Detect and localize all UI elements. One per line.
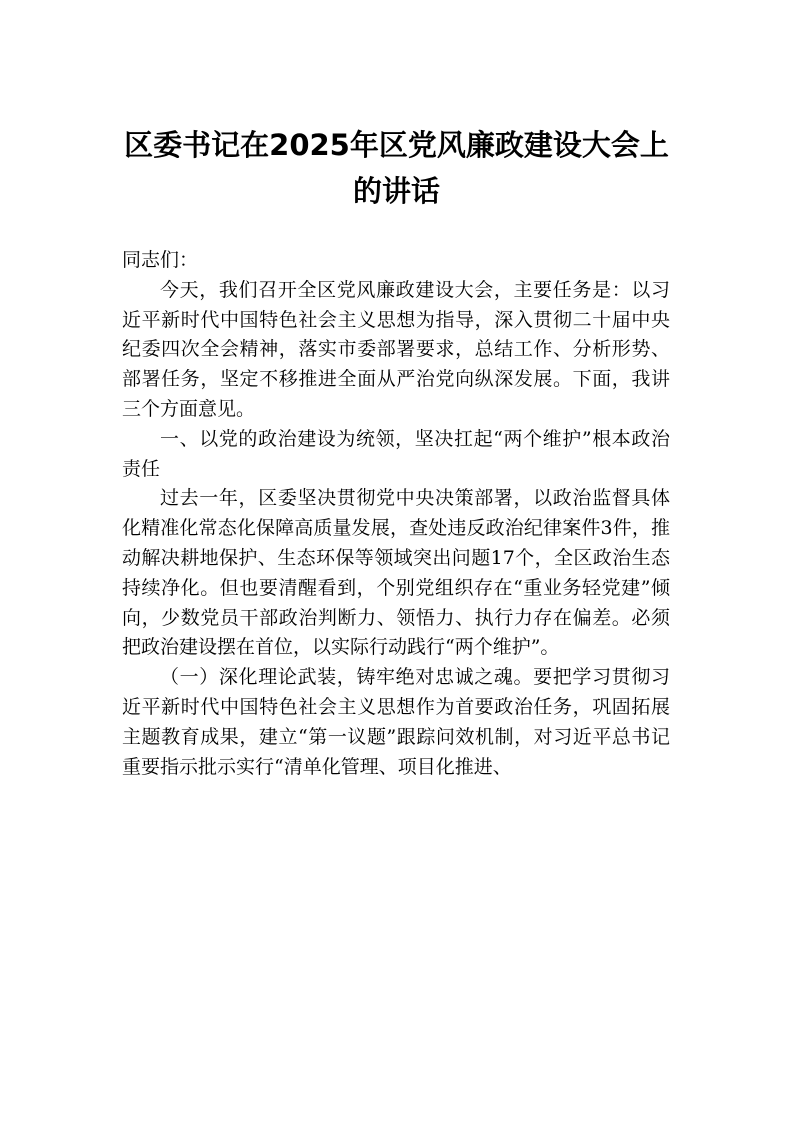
- section-heading-1: 一、以党的政治建设为统领，坚决扛起“两个维护”根本政治责任: [122, 427, 670, 480]
- paragraph-intro: 今天，我们召开全区党风廉政建设大会，主要任务是：以习近平新时代中国特色社会主义思想为指导，深入贯彻二十届中央纪委四次全会精神，落实市委部署要求，总结工作、分析形势、部署任务，坚定不移推进全面从严治党向纵深发展。下面，我讲三个方面意见。: [122, 278, 670, 420]
- document-title: 区委书记在2025年区党风廉政建设大会上的讲话: [124, 128, 669, 208]
- paragraph-review: 过去一年，区委坚决贯彻党中央决策部署，以政治监督具体化精准化常态化保障高质量发展，查处违反政治纪律案件3件，推动解决耕地保护、生态环保等领域突出问题17个，全区政治生态持续净化。但也要清醒看到，个别党组织存在“重业务轻党建”倾向，少数党员干部政治判断力、领悟力、执行力存在偏差。必须把政治建设摆在首位，以实际行动践行“两个维护”。: [122, 487, 670, 659]
- paragraph-subsection-1: （一）深化理论武装，铸牢绝对忠诚之魂。要把学习贯彻习近平新时代中国特色社会主义思想作为首要政治任务，巩固拓展主题教育成果，建立“第一议题”跟踪问效机制，对习近平总书记重要指示批示实行“清单化管理、项目化推进、: [122, 666, 670, 778]
- document-body: [122, 246, 670, 782]
- salutation: 同志们：: [122, 249, 199, 271]
